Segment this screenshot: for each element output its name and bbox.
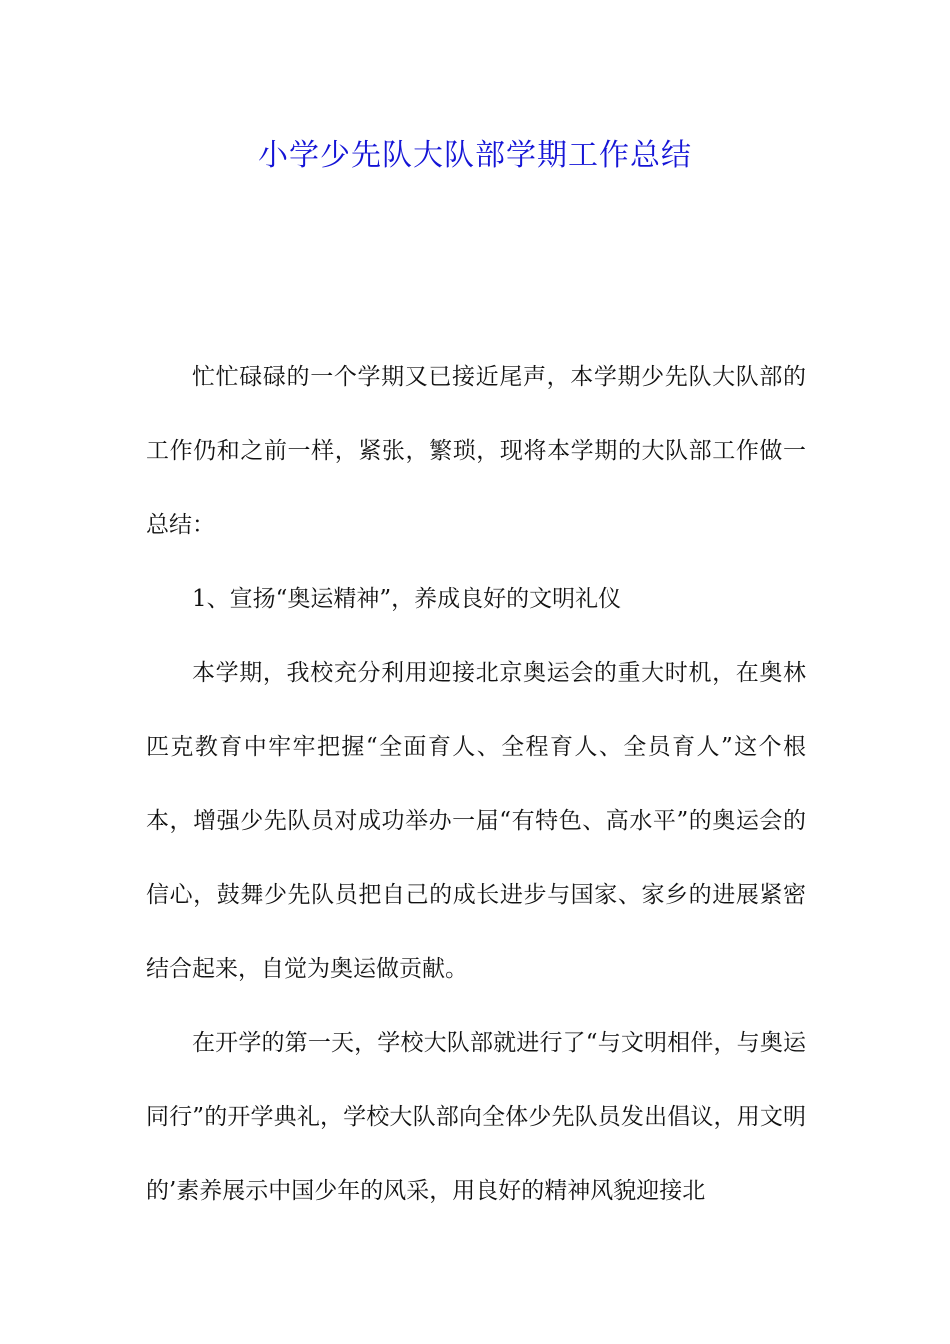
paragraph-opening-ceremony: 在开学的第一天，学校大队部就进行了“与文明相伴，与奥运同行”的开学典礼，学校大队部向全体少先队员发出倡议，用文明的’素养展示中国少年的风采，用良好的精神风貌迎接北	[146, 1030, 806, 1204]
paragraph-intro: 忙忙碌碌的一个学期又已接近尾声，本学期少先队大队部的工作仍和之前一样，紧张，繁琐，现将本学期的大队部工作做一总结：	[146, 364, 806, 538]
document-title: 小学少先队大队部学期工作总结	[258, 138, 692, 173]
section-heading-1: 1、宣扬“奥运精神”，养成良好的文明礼仪	[192, 586, 622, 612]
document-body	[146, 340, 806, 1228]
paragraph-olympic-education: 本学期，我校充分利用迎接北京奥运会的重大时机，在奥林匹克教育中牢牢把握“全面育人、全程育人、全员育人”这个根本，增强少先队员对成功举办一届“有特色、高水平”的奥运会的信心，鼓舞少先队员把自己的成长进步与国家、家乡的进展紧密结合起来，自觉为奥运做贡献。	[146, 660, 806, 982]
